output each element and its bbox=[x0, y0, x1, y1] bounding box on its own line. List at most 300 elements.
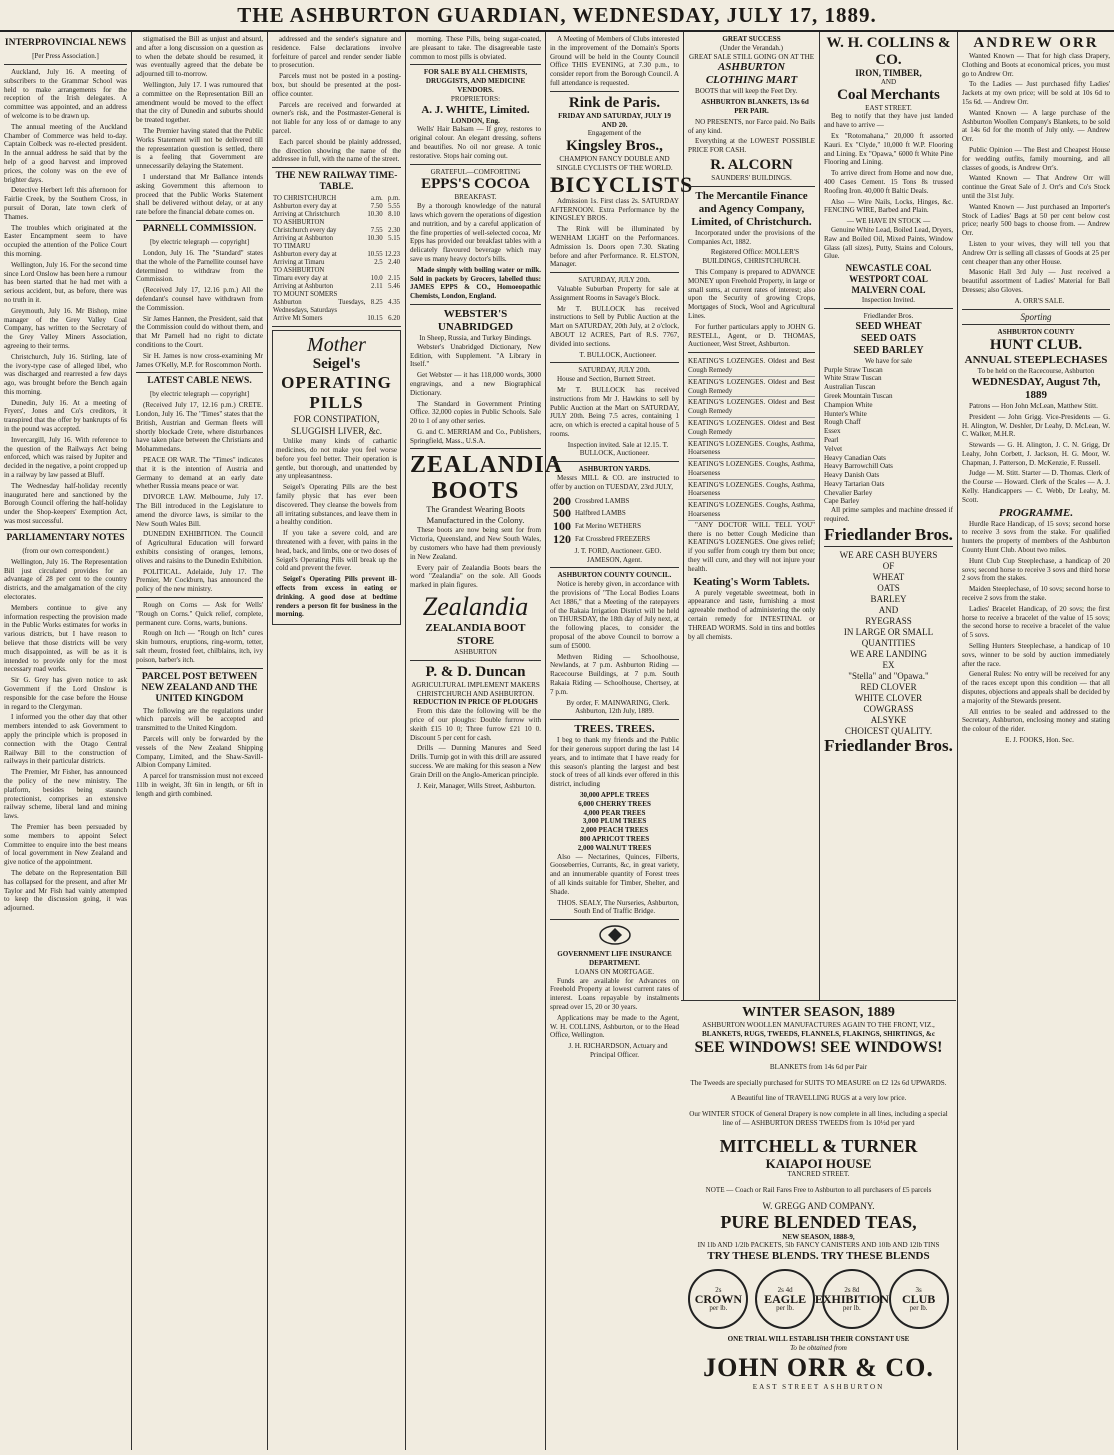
sheep-row bbox=[552, 496, 651, 507]
seed-item: Cape Barley bbox=[824, 497, 860, 506]
notice-paragraph: A Meeting of Members of Clubs interested in the improvement of the Domain's Sports Ground will be held in the County Council Office THIS EVENING, at 7.30 p.m., to consider report from the Borough Council. A full attendance is requested. bbox=[550, 35, 679, 87]
divider bbox=[824, 546, 953, 547]
ad-paragraph: The Standard in Government Printing Office. 32,000 copies in Public Schools. Sale 20 to 1 of any other series. bbox=[410, 399, 541, 426]
parliamentary-byline: (from our own correspondent.) bbox=[22, 546, 109, 555]
seed-list bbox=[824, 366, 953, 507]
seed-line: SEED OATS bbox=[860, 332, 917, 344]
article-paragraph: DIVORCE LAW. Melbourne, July 17. The Bill introduced in the Legislature to amend the divorce laws, is similar to the New South Wales Bill. bbox=[136, 493, 263, 528]
timetable-cell: Arrive Mt Somers bbox=[273, 315, 323, 323]
hunt-official: Stewards — G. H. Alington, J. C. N. Grigg, Dr Leahy, John Corbett, J. Jackson, H. G. Moor, W. Chapman, J. Patterson, D. McKenzie, F. Russell. bbox=[962, 441, 1110, 467]
ad-paragraph: All prime samples and machine dressed if required. bbox=[824, 506, 953, 524]
timetable-row bbox=[272, 299, 401, 315]
mitchell-title: MITCHELL & TURNER bbox=[719, 1136, 918, 1157]
buyer-line: WHEAT bbox=[872, 571, 905, 582]
ad-paragraph: Made simply with boiling water or milk. Sold in packets by Grocers, labelled thus: JAMES EPPS & CO., Homoeopathic Chemists, London, England. bbox=[410, 265, 541, 301]
ad-paragraph: To arrive direct from Home and now due, 400 Cases Cement. 15 Tons 8s trussed Roofing Iron. 40,000 ft Baltic Deals. bbox=[824, 169, 953, 195]
keating-item: KEATING'S LOZENGES. Coughs, Asthma, Hoarseness bbox=[688, 500, 815, 521]
timetable-cell bbox=[384, 291, 401, 299]
sheep-row bbox=[552, 508, 651, 519]
seed-item: Heavy Canadian Oats bbox=[824, 453, 886, 462]
rink-brothers: Kingsley Bros., bbox=[566, 138, 663, 155]
seed-item: Heavy Danish Oats bbox=[824, 471, 880, 480]
newspaper-title: THE ASHBURTON GUARDIAN, WEDNESDAY, JULY 17, 1889. bbox=[237, 2, 877, 27]
article-paragraph: Parcels will only be forwarded by the vessels of the New Zealand Shipping Company, Limited, and the Shaw-Savill-Albion Company Limited. bbox=[136, 735, 263, 770]
parnell-byline: [by electric telegraph — copyright] bbox=[149, 237, 250, 246]
seed-item: Greek Mountain Tuscan bbox=[824, 391, 893, 400]
ad-paragraph: A. ORR'S SALE. bbox=[1014, 296, 1065, 305]
article-paragraph: Christchurch, July 16. Stirling, late of the ivory-type case of alleged libel, who was discharged and rearrested a few days ago, was brought before the Bench again this morning. bbox=[4, 352, 127, 396]
ad-brand: Seigel's bbox=[312, 356, 361, 373]
article-paragraph: I informed you the other day that other members intended to ask Government to apply the principle which is proposed in connection with the Otago Central Railway Bill to the construction of railways in their particular districts. bbox=[4, 713, 127, 766]
timetable-cell: TO MOUNT SOMERS bbox=[273, 291, 338, 299]
house-heading: SATURDAY, JULY 20th. bbox=[578, 366, 651, 375]
ad-paragraph: From this date the following will be the price of our ploughs: Double furrow with skeith £15 10 0; Three furrow £21 10 0. Discount 5 per cent for cash. bbox=[410, 707, 541, 742]
timetable-cell: p.m. bbox=[387, 195, 400, 203]
tea-season: NEW SEASON, 1888-9, bbox=[782, 1232, 855, 1241]
ad-paragraph: A purely vegetable sweetmeat, both in appearance and taste, furnishing a most agreeable method of administering the only certain remedy for INTESTINAL or THREAD WORMS. Sold in tins and bottles by all chemists. bbox=[688, 588, 815, 641]
divider bbox=[272, 167, 401, 168]
ad-paragraph: Wanted Known — Just purchased an Importer's Stock of Ladies' Bags at 50 per cent below cost price; nearly 500 bags to choose from. — Andrew Orr. bbox=[962, 202, 1110, 238]
buyer-line: OF bbox=[882, 560, 895, 571]
divider bbox=[550, 567, 679, 568]
tree-item: 30,000 APPLE TREES bbox=[579, 790, 650, 799]
timetable-cell bbox=[366, 267, 383, 275]
timetable-cell bbox=[384, 267, 401, 275]
buyer-line: "Stella" and "Opawa." bbox=[848, 670, 929, 681]
article-paragraph: Dunedin, July 16. At a meeting of Fryers', Jones and Co's creditors, it transpired that the offer by bankrupts of 6s in the pound was accepted. bbox=[4, 398, 127, 434]
ad-paragraph: Listen to your wives, they will tell you that Andrew Orr is selling all classes of Goods at 25 per cent cheaper than any other House. bbox=[962, 239, 1110, 266]
interprovincial-heading: INTERPROVINCIAL NEWS bbox=[4, 38, 127, 48]
hunt-date: WEDNESDAY, August 7th, 1889 bbox=[971, 375, 1101, 401]
tea-badge-unit: per lb. bbox=[776, 1303, 795, 1312]
programme-paragraph: Hurdle Race Handicap, of 15 sovs; second horse to receive 3 sovs from the stake. For qualified hunters the property of members of the Ashburton County Hunt Club. About two miles. bbox=[962, 519, 1110, 555]
timetable-cell: 8.10 bbox=[388, 211, 400, 219]
buyer-line: IN LARGE OR SMALL QUANTITIES bbox=[843, 626, 934, 648]
sheep-desc: Crossbred LAMBS bbox=[575, 496, 630, 505]
ad-paragraph: Wanted Known — That Andrew Orr will continue the Great Sale of J. Orr's and Co's Stock until the 31st July. bbox=[962, 174, 1110, 200]
council-heading: ASHBURTON COUNTY COUNCIL. bbox=[557, 571, 672, 580]
seed-item: Velvet bbox=[824, 444, 843, 453]
success-sub: (Under the Verandah.) bbox=[719, 43, 784, 52]
ad-subtitle: FOR CONSTIPATION, SLUGGISH LIVER, &c. bbox=[291, 414, 382, 437]
timetable-cell: 12.23 bbox=[384, 251, 400, 259]
ad-mother: Mother bbox=[307, 334, 366, 357]
ad-paragraph: For further particulars apply to JOHN G. RESTELL, Agent, or D. THOMAS, Auctioneer, West Street, Ashburton. bbox=[688, 322, 815, 349]
divider bbox=[136, 597, 263, 598]
rink-title: Rink de Paris. bbox=[568, 94, 661, 111]
timetable-row bbox=[272, 275, 401, 283]
article-paragraph: (Received July 17, 12.16 p.m.) All the defendant's counsel have withdrawn from the Commission. bbox=[136, 286, 263, 312]
ad-paragraph: Seigel's Operating Pills prevent ill-effects from excess in eating or drinking. A good dose at bedtime renders a person fit for business in the morning. bbox=[276, 575, 397, 619]
duncan-sub: AGRICULTURAL IMPLEMENT MAKERS CHRISTCHURCH AND ASHBURTON. bbox=[411, 680, 540, 698]
article-paragraph: Sir G. Grey has given notice to ask Government if the Lord Onslow is responsible for the case before the House in regard to the Clergyman. bbox=[4, 676, 127, 711]
tea-badge bbox=[688, 1269, 748, 1329]
buyer-line: WE ARE CASH BUYERS bbox=[839, 549, 938, 560]
programme-paragraph: E. J. FOOKS, Hon. Sec. bbox=[1005, 736, 1074, 744]
divider bbox=[4, 529, 127, 530]
winter-sub: ASHBURTON WOOLLEN MANUFACTURES AGAIN TO THE FRONT, VIZ., bbox=[702, 1021, 935, 1029]
buyer-line: RED CLOVER bbox=[860, 681, 917, 692]
keating-item: KEATING'S LOZENGES. Oldest and Best Cough Remedy bbox=[688, 377, 815, 398]
insurance-heading: GOVERNMENT LIFE INSURANCE DEPARTMENT. bbox=[557, 950, 672, 967]
tea-trial: ONE TRIAL WILL ESTABLISH THEIR CONSTANT USE bbox=[727, 1335, 910, 1344]
sheep-desc: Halfbred LAMBS bbox=[575, 509, 626, 518]
tree-item: 6,000 CHERRY TREES bbox=[578, 799, 651, 808]
tea-badges bbox=[685, 1269, 952, 1329]
railway-timetable bbox=[272, 195, 401, 323]
notice-paragraph: Admission 1s. First class 2s. SATURDAY AFTERNOON. Extra Performance by the KINGSLEY BROS. bbox=[550, 196, 679, 223]
notice-paragraph: Mr T. BULLOCK has received instructions from Mr J. Hawkins to sell by Public Auction at the Mart on SATURDAY, JULY 20th. Being 7.5 acres, containing 1 acre, on which is erected a capital house of 5 rooms. bbox=[550, 385, 679, 438]
timetable-cell: 5.46 bbox=[388, 283, 400, 291]
divider bbox=[550, 91, 679, 92]
timetable-cell: 5.55 bbox=[388, 203, 400, 211]
column-8 bbox=[957, 32, 1114, 1450]
tea-badge-name: EXHIBITION bbox=[814, 1291, 889, 1306]
timetable-cell: 7.55 bbox=[370, 227, 383, 235]
ad-paragraph: Also — Wire Nails, Locks, Hinges, &c. FENCING WIRE, Barbed and Plain. bbox=[824, 197, 953, 215]
seed-item: Chevalier Barley bbox=[824, 488, 873, 497]
tea-badge bbox=[755, 1269, 815, 1329]
ad-paragraph: Public Opinion — The Best and Cheapest House for wedding outfits, family mourning, and all classes of goods, is Andrew Orr's. bbox=[962, 145, 1110, 172]
programme-heading: PROGRAMME. bbox=[998, 506, 1074, 519]
notice-paragraph: Notice is hereby given, in accordance with the provisions of "The Local Bodies Loans Act 1886," that a Meeting of the ratepayers of the Rakaia Irrigation District will be held on THURSDAY, the 18th day of July next, at the following places, to consider the proposal of the above Council to borrow a sum of £5000. bbox=[550, 580, 679, 650]
article-paragraph: Parcels are received and forwarded at owner's risk, and the Postmaster-General is not liable for any loss of or damage to any parcel. bbox=[272, 100, 401, 135]
keating-list bbox=[688, 356, 815, 521]
article-paragraph: The Premier having stated that the Public Works Statement will not be delivered till the representation question is settled, there is a feeling that Government are unnecessarily delaying the Statement. bbox=[136, 126, 263, 171]
article-paragraph: Sir H. James is now cross-examining Mr James O'Kelly, M.P. for Roscommon North. bbox=[136, 351, 263, 369]
crest-icon bbox=[550, 924, 679, 946]
timetable-cell: 8.25 bbox=[370, 299, 383, 307]
timetable-cell: 2.30 bbox=[388, 227, 400, 235]
ad-paragraph: If you take a severe cold, and are threatened with a fever, with pains in the head, back, and limbs, one or two doses of Seigel's Operating Pills will break up the cold and prevent the fever. bbox=[276, 529, 397, 573]
timetable-cell: 10.30 bbox=[367, 235, 383, 243]
keating-item: KEATING'S LOZENGES. Coughs, Asthma, Hoarseness bbox=[688, 459, 815, 480]
article-paragraph: London, July 16. The "Standard" states that the whole of the Parnellite counsel have determined to withdraw from the Commission. bbox=[136, 248, 263, 284]
ad-paragraph: These boots are now being sent for from Victoria, Queensland, and New South Wales, by customers who have had them previously in New Zealand. bbox=[410, 526, 541, 561]
tea-badge-price: 2s 8d bbox=[844, 1285, 860, 1294]
divider bbox=[550, 719, 679, 720]
programme-paragraph: All entries to be sealed and addressed to the Secretary, Ashburton, enclosing money and stating the colour of the rider. bbox=[962, 707, 1110, 734]
orr-title: JOHN ORR & CO. bbox=[703, 1352, 934, 1382]
collins-sub: IRON, TIMBER, bbox=[855, 68, 922, 78]
dictionary-sub: In Sheep, Russia, and Turkey Bindings. bbox=[419, 333, 532, 342]
ad-paragraph: Seigel's Operating Pills are the best family physic that has ever been discovered. They cleanse the bowels from all irritating substances, and leave them in a healthy condition. bbox=[276, 483, 397, 527]
ad-paragraph: Beg to notify that they have just landed and have to arrive — bbox=[824, 112, 953, 130]
notice-paragraph: J. T. FORD, Auctioneer. GEO. JAMESON, Agent. bbox=[574, 546, 662, 564]
sheep-count: 120 bbox=[553, 532, 571, 547]
seed-item: Purple Straw Tuscan bbox=[824, 365, 883, 374]
column-1 bbox=[0, 32, 132, 1450]
proprietor-city: LONDON, Eng. bbox=[451, 116, 500, 125]
timetable-cell bbox=[384, 243, 401, 251]
buyer-line: WHITE CLOVER bbox=[854, 692, 923, 703]
mart-title: ASHBURTON CLOTHING MART bbox=[705, 61, 798, 87]
programme-paragraph: Hunt Club Cup Steeplechase, a handicap of 20 sovs; second horse to receive 3 sovs and third horse 2 sovs from the stakes. bbox=[962, 556, 1110, 583]
tea-badge-unit: per lb. bbox=[842, 1303, 861, 1312]
notice-paragraph: Methven Riding — Schoolhouse, Newlands, at 7 p.m. Ashburton Riding — Racecourse Buildings, at 7 p.m. South Rakaia Riding — Schoolhouse, Chertsey, at 7 p.m. bbox=[550, 652, 679, 696]
divider bbox=[550, 461, 679, 462]
tree-item: 2,000 WALNUT TREES bbox=[577, 843, 652, 852]
divider bbox=[550, 272, 679, 273]
timetable-row bbox=[272, 195, 401, 203]
gregg-title: W. GREGG AND COMPANY. bbox=[762, 1200, 875, 1211]
ad-paragraph: Unlike many kinds of cathartic medicines, do not make you feel worse before you feel better. Their operation is gentle, but thorough, and unattended by any unpleasantness. bbox=[276, 437, 397, 481]
timetable-row bbox=[272, 315, 401, 323]
collins-and: AND bbox=[880, 77, 897, 86]
tea-try: TRY THESE BLENDS. TRY THESE BLENDS bbox=[707, 1250, 930, 1263]
timetable-cell: Ashburton Tuesdays, Wednesdays, Saturdays bbox=[273, 299, 366, 315]
duncan-title: P. & D. Duncan bbox=[425, 663, 526, 680]
divider bbox=[410, 448, 541, 449]
sheep-desc: Fat Crossbred FREEZERS bbox=[575, 535, 651, 544]
tea-badge-name: CLUB bbox=[901, 1291, 936, 1306]
coal-note: Inspection Invited. bbox=[861, 296, 916, 305]
hunt-county: ASHBURTON COUNTY bbox=[997, 328, 1075, 337]
timetable-cell bbox=[366, 219, 383, 227]
buyer-line: COWGRASS bbox=[863, 703, 914, 714]
winter-paragraph: The Tweeds are specially purchased for SUITS TO MEASURE on £2 12s 6d UPWARDS. bbox=[690, 1078, 947, 1087]
tea-badge-name: CROWN bbox=[694, 1291, 743, 1306]
tea-badge-price: 2s 4d bbox=[777, 1285, 793, 1294]
timetable-row bbox=[272, 259, 401, 267]
parcel-post-heading: PARCEL POST BETWEEN NEW ZEALAND AND THE UNITED KINGDOM bbox=[141, 671, 258, 704]
seed-line: SEED WHEAT bbox=[855, 320, 922, 332]
buyer-line: CHOICEST QUALITY. bbox=[844, 725, 933, 736]
column-5 bbox=[546, 32, 694, 1450]
timetable-cell: 10.0 bbox=[370, 275, 383, 283]
article-paragraph: A parcel for transmission must not exceed 11lb in weight, 3ft 6in in length, or 6ft in length and girth combined. bbox=[136, 772, 263, 798]
timetable-cell: 10.15 bbox=[367, 315, 383, 323]
divider bbox=[136, 220, 263, 221]
notice-paragraph: Mr T. BULLOCK has received instructions to Sell by Public Auction at the Mart on SATURDAY, 20th July, at 2 o'clock, ABOUT 12 ACRES, Part of R.S. 7767, divided into sections. bbox=[550, 304, 679, 348]
timetable-cell: 2.15 bbox=[388, 275, 400, 283]
orr-street: EAST STREET ASHBURTON bbox=[752, 1382, 885, 1391]
programme-paragraph: Maiden Steeplechase, of 10 sovs; second horse to receive 2 sovs from the stake. bbox=[962, 585, 1110, 603]
insurance-sub: LOANS ON MORTGAGE. bbox=[575, 967, 654, 976]
buyer-line: EX bbox=[882, 659, 895, 670]
rink-bicyclists: BICYCLISTS bbox=[550, 171, 694, 197]
zealandia-script-logo: Zealandia bbox=[422, 592, 529, 622]
article-paragraph: PEACE OR WAR. The "Times" indicates that it is the intention of Austria and Germany to demand at an early date whether Russia means peace or war. bbox=[136, 456, 263, 491]
hunt-intro: To be held on the Racecourse, Ashburton bbox=[977, 367, 1095, 376]
coal-item: MALVERN COAL bbox=[851, 285, 926, 296]
rink-engagement: Engagement of the bbox=[587, 129, 642, 138]
divider bbox=[550, 919, 679, 920]
proprietor-name: A. J. WHITE, Limited. bbox=[421, 103, 530, 116]
timetable-cell bbox=[366, 291, 383, 299]
seed-item: Heavy Tartarian Oats bbox=[824, 479, 885, 488]
ad-paragraph: morning. These Pills, being sugar-coated, are pleasant to take. The disagreeable taste common to most pills is obviated. bbox=[410, 35, 541, 61]
friedlander-last: Friedlander Bros. bbox=[824, 735, 953, 755]
rink-champions: CHAMPION FANCY DOUBLE AND SINGLE CYCLISTS OF THE WORLD. bbox=[556, 155, 673, 172]
trees-heading: TREES. TREES. bbox=[574, 723, 655, 736]
timetable-cell: 2.40 bbox=[388, 259, 400, 267]
seed-item: Hunter's White bbox=[824, 409, 867, 418]
timetable-cell: Arriving at Ashburton bbox=[273, 235, 334, 243]
tea-title: PURE BLENDED TEAS, bbox=[720, 1211, 917, 1232]
timetable-cell: TO ASHBURTON bbox=[273, 219, 325, 227]
sporting-heading: Sporting bbox=[1020, 311, 1052, 322]
sheep-count: 100 bbox=[553, 519, 571, 534]
article-paragraph: The Premier, Mr Fisher, has announced the policy of the new ministry. The platform, besides being staunch protectionist, comprises an extensive railway scheme, liberal land and mining laws. bbox=[4, 768, 127, 821]
article-paragraph: The debate on the Representation Bill has collapsed for the present, and after Mr Taylor and Mr Fish had vainly attempted to keep the discussion going, it was adjourned. bbox=[4, 868, 127, 913]
seed-item: White Straw Tuscan bbox=[824, 374, 882, 383]
article-paragraph: Each parcel should be plainly addressed, the direction showing the name of the addressee in full, with the name of the street. bbox=[272, 137, 401, 164]
divider bbox=[410, 660, 541, 661]
parnell-heading: PARNELL COMMISSION. bbox=[142, 223, 257, 234]
mitchell-street: TANCRED STREET. bbox=[787, 1170, 850, 1179]
article-paragraph: Wellington, July 16. The Representation Bill just circulated provides for an advantage of 28 per cent to the country districts, and the amalgamation of the city electorates. bbox=[4, 557, 127, 602]
seed-item: Pearl bbox=[824, 435, 839, 444]
seed-item: Australian Tuscan bbox=[824, 383, 876, 392]
mercantile-title: The Mercantile Finance and Agency Company, Limited, of Christchurch. bbox=[691, 189, 812, 228]
divider bbox=[688, 186, 815, 187]
article-paragraph: POLITICAL. Adelaide, July 17. The Premier, Mr Cockburn, has announced the policy of the new ministry. bbox=[136, 567, 263, 594]
stock-heading: — WE HAVE IN STOCK — bbox=[846, 217, 931, 226]
ad-paragraph: Ex "Rotomahana," 20,000 ft assorted Kauri. Ex "Clyde," 10,000 ft W.P. Flooring and Lining. Ex "Opawa," 6000 ft White Pine Flooring and Lining. bbox=[824, 131, 953, 167]
article-paragraph: Detective Herbert left this afternoon for Fairlie Creek, by the Southern Cross, in pursuit of Doran, late town clerk of Thames. bbox=[4, 186, 127, 221]
article-paragraph: I understand that Mr Ballance intends asking Government this afternoon to proceed that the Public Works Statement shall be delivered without delay, or at any rate before the financial debate comes on. bbox=[136, 172, 263, 217]
ad-paragraph: To the Ladies — Just purchased fifty Ladies' Jackets at my own price; will be sold at 10s 6d to 15s 6d. — Andrew Orr. bbox=[962, 80, 1110, 106]
divider bbox=[272, 326, 401, 327]
timetable-cell: TO TIMARU bbox=[273, 243, 311, 251]
tea-badge bbox=[889, 1269, 949, 1329]
article-paragraph: Wellington, July 16. For the second time since Lord Onslow has been here a rumour has been started that he had met with a serious accident, but, as before, there was no truth in it. bbox=[4, 260, 127, 304]
timetable-cell: 4.35 bbox=[388, 299, 400, 307]
notice-paragraph: Applications may be made to the Agent, W. H. COLLINS, Ashburton, or to the Head Office, Wellington. bbox=[550, 1013, 679, 1040]
cable-heading: LATEST CABLE NEWS. bbox=[147, 376, 252, 387]
sheep-count: 200 bbox=[553, 493, 571, 508]
ad-paragraph: Genuine White Lead, Boiled Lead, Dryers, Raw and Boiled Oil, Mixed Paints, Window Glass (all sizes), Putty, Stains and Colours, Glue. bbox=[824, 225, 953, 261]
collins-title: W. H. COLLINS & CO. bbox=[826, 35, 951, 68]
tea-badge-price: 2s bbox=[715, 1285, 722, 1294]
zealandia-store: ZEALANDIA BOOT STORE bbox=[425, 622, 526, 648]
ad-paragraph: Incorporated under the provisions of the Companies Act, 1882. bbox=[688, 228, 815, 246]
winter-title: WINTER SEASON, 1889 bbox=[742, 1005, 895, 1020]
notice-paragraph: Rough on Itch — "Rough on Itch" cures skin humours, eruptions, ring-worm, tetter, salt rheum, frosted feet, chilblains, itch, ivy poison, barber's itch. bbox=[136, 629, 263, 664]
interprovincial-byline: [Per Press Association.] bbox=[32, 52, 99, 60]
alcorn-sub: SAUNDERS' BUILDINGS. bbox=[711, 173, 792, 182]
ad-paragraph: Everything at the LOWEST POSSIBLE PRICE FOR CASH. bbox=[688, 137, 815, 155]
timetable-cell: a.m. bbox=[371, 195, 383, 203]
seigel-pills-ad bbox=[272, 330, 401, 625]
timetable-cell: TO ASHBURTON bbox=[273, 267, 325, 275]
programme-paragraph: Selling Hunters Steeplechase, a handicap of 10 sovs, winner to be sold by auction immediately after the race. bbox=[962, 642, 1110, 668]
timetable-row bbox=[272, 203, 401, 211]
ad-paragraph: BOOTS that will keep the Feet Dry. bbox=[695, 87, 798, 96]
hunt-official: President — John Grigg. Vice-Presidents — G. H. Alington, W. Deshler, Dr Leahy, D. McLean, W. C. Walker, M.H.R. bbox=[962, 412, 1110, 439]
keating-item: KEATING'S LOZENGES. Oldest and Best Cough Remedy bbox=[688, 356, 815, 377]
programme-paragraph: General Rules: No entry will be received for any of the races except upon this condition — that all disputes, objections and appeals shall be decided by a majority of the Stewards present. bbox=[962, 670, 1110, 705]
notice-paragraph: Messrs MILL & CO. are instructed to offer by auction on TUESDAY, 23rd JULY, bbox=[550, 474, 679, 491]
seed-line: SEED BARLEY bbox=[853, 344, 924, 356]
ad-paragraph: Drills — Dunning Manures and Seed Drills. Turnip got in with this drill are assured success. We are making for this season a New Grain Drill on the Anglo-American principle. bbox=[410, 744, 541, 779]
timetable-cell: Timaru every day at bbox=[273, 275, 328, 283]
tree-item: 800 APRICOT TREES bbox=[579, 834, 650, 843]
buyer-line: OATS bbox=[877, 582, 900, 593]
yards-heading: ASHBURTON YARDS. bbox=[578, 465, 651, 474]
timetable-cell: Christchurch every day bbox=[273, 227, 337, 235]
buyer-line: AND bbox=[878, 604, 899, 615]
winter-paragraph: Our WINTER STOCK of General Drapery is now complete in all lines, including a special line of — ASHBURTON DRESS TWEEDS from 1s 10½d per yard bbox=[689, 1110, 948, 1128]
article-paragraph: DUNEDIN EXHIBITION. The Council of Agricultural Education will forward exhibits consisting of oranges, lemons, olives and raisins to the Dunedin Exhibition. bbox=[136, 530, 263, 565]
article-paragraph: Sir James Hannen, the President, said that the Commission could do without them, and that Mr Parnell had no right to dictate conditions to the Court. bbox=[136, 314, 263, 349]
article-paragraph: Auckland, July 16. A meeting of subscribers to the Grammar School was held to make arrangements for the reception of the Irish delegates. A committee was appointed, and an address of welcome is to be drawn up. bbox=[4, 68, 127, 120]
timetable-cell: Arriving at Christchurch bbox=[273, 211, 340, 219]
divider bbox=[962, 324, 1110, 325]
buyer-line: BARLEY bbox=[870, 593, 907, 604]
cocoa-pre: GRATEFUL—COMFORTING bbox=[430, 167, 521, 176]
ad-paragraph: Masonic Hall 3rd July — Just received a beautiful assortment of Ladies' Material for Ball Dresses; also Gloves. bbox=[962, 268, 1110, 294]
sheep-list bbox=[550, 494, 653, 547]
buyer-line: WE ARE LANDING bbox=[850, 648, 927, 659]
timetable-cell: 6.20 bbox=[388, 315, 400, 323]
wide-ads bbox=[681, 1000, 956, 1450]
timetable-row bbox=[272, 211, 401, 219]
timetable-row bbox=[272, 267, 401, 275]
timetable-row bbox=[272, 243, 401, 251]
timetable-row bbox=[272, 283, 401, 291]
timetable-cell: Arriving at Timaru bbox=[273, 259, 325, 267]
divider bbox=[410, 304, 541, 305]
zealandia-city: ASHBURTON bbox=[454, 648, 497, 657]
ad-paragraph: This Company is prepared to ADVANCE MONEY upon Freehold Property, in large or small sums, at current rates of interest; also upon the Security of growing Crops, Mortgages of Stock, Wool and Agricultural Lines. bbox=[688, 267, 816, 320]
article-paragraph: Parcels must not be posted in a posting-box, but should be presented at the post-office counter. bbox=[272, 72, 401, 98]
ad-paragraph: Wanted Known — A large purchase of the Ashburton Woollen Company's Blankets, to be sold at 14s 6d for the month of July only. — Andrew Orr. bbox=[962, 108, 1110, 144]
buyer-line: ALSYKE bbox=[870, 714, 907, 725]
parliamentary-heading: PARLIAMENTARY NOTES bbox=[6, 532, 125, 543]
column-3 bbox=[268, 32, 406, 1450]
mart-line: GREAT SALE STILL GOING ON AT THE bbox=[688, 52, 815, 61]
cocoa-title: EPPS'S COCOA bbox=[421, 176, 530, 193]
notice-paragraph: Also — Nectarines, Quinces, Filberts, Gooseberries, Currants, &c, in great variety, and an innumerable quantity of Forest trees of all kinds suitable for Timber, Shelter, and Shade. bbox=[550, 852, 679, 896]
article-paragraph: stigmatised the Bill as unjust and absurd, and after a long discussion on a question as to when the debate should be resumed, it was eventually agreed that the debate be adjourned till to-morrow. bbox=[136, 35, 263, 79]
ad-paragraph: ASHBURTON BLANKETS, 13s 6d PER PAIR. bbox=[701, 98, 809, 115]
ad-paragraph: Wells' Hair Balsam — If grey, restores to original colour. An elegant dressing, softens and beautifies. No oil nor grease. A tonic restorative. Stops hair coming out. bbox=[410, 125, 541, 160]
ad-paragraph: G. and C. MERRIAM and Co., Publishers, Springfield, Mass., U.S.A. bbox=[410, 427, 541, 445]
collins-coal: Coal Merchants bbox=[837, 86, 940, 103]
timetable-row bbox=[272, 251, 401, 259]
seed-item: Heavy Barrowchill Oats bbox=[824, 462, 893, 471]
timetable-cell bbox=[384, 219, 401, 227]
notice-paragraph: Funds are available for Advances on Freehold Property at lowest current rates of interest. Loans repayable by instalments spread over 15, 20 or 30 years. bbox=[550, 976, 679, 1011]
ad-paragraph: NO PRESENTS, nor Farce paid. No Bails of any kind. bbox=[688, 117, 815, 135]
timetable-cell: TO CHRISTCHURCH bbox=[273, 195, 337, 203]
ad-paragraph: By a thorough knowledge of the natural laws which govern the operations of digestion and nutrition, and by a careful application of the fine properties of well-selected cocoa, Mr Epps has provided our breakfast tables with a delicately flavoured beverage which may save us many heavy doctor's bills. bbox=[410, 202, 541, 263]
programme-paragraph: Ladies' Bracelet Handicap, of 20 sovs; the first horse to receive a bracelet of the value of 15 sovs; the second horse to receive a bracelet of the value of 5 sovs. bbox=[962, 604, 1110, 640]
divider bbox=[136, 668, 263, 669]
article-paragraph: Members continue to give any information respecting the provision made in the Public Works estimates for works in various districts, but I have reason to believe that those districts will be very much disappointed, as will be as it is intended to provide only for the most necessary road works. bbox=[4, 603, 127, 674]
buyer-lines bbox=[824, 550, 953, 737]
success-heading: GREAT SUCCESS bbox=[722, 35, 781, 43]
article-paragraph: The Premier has been persuaded by some members to appoint Select Committee to enquire into the best means of local government in New Zealand and give notice of the appointment. bbox=[4, 822, 127, 867]
hunt-official: Judge — M. Stitt. Starter — D. Thomas. Clerk of the Course — Howard. Clerk of the Scales — A. J. Kelly. Handicappers — C. Webb, Dr Leahy, M. Scott. bbox=[962, 469, 1110, 504]
divider bbox=[824, 308, 953, 309]
timetable-cell: Ashburton every day at bbox=[273, 251, 337, 259]
article-paragraph: The annual meeting of the Auckland Chamber of Commerce was held to-day. Captain Colbeck was re-elected president. In the annual address he said that by the help of a good harvest and improved prices, the colony was on the eve of brighter days. bbox=[4, 122, 127, 184]
ad-paragraph: Wanted Known — That for high class Drapery, Clothing and Boots at economical prices, you must go to Andrew Orr. bbox=[962, 52, 1110, 78]
sheep-row bbox=[552, 534, 651, 545]
worm-title: Keating's Worm Tablets. bbox=[693, 575, 810, 588]
masthead bbox=[0, 0, 1114, 32]
tree-item: 3,000 PLUM TREES bbox=[582, 817, 647, 826]
divider bbox=[410, 64, 541, 65]
collins-street: EAST STREET. bbox=[865, 103, 912, 112]
timetable-cell: 7.50 bbox=[370, 203, 383, 211]
seed-lines bbox=[824, 321, 953, 357]
ad-paragraph: "ANY DOCTOR WILL TELL YOU" there is no better Cough Medicine than KEATING'S LOZENGES. One gives relief; if you suffer from cough try them but once; they will cure, and they will not injure your health. bbox=[688, 520, 815, 573]
friedlander-small: Friedlander Bros. bbox=[863, 311, 914, 320]
